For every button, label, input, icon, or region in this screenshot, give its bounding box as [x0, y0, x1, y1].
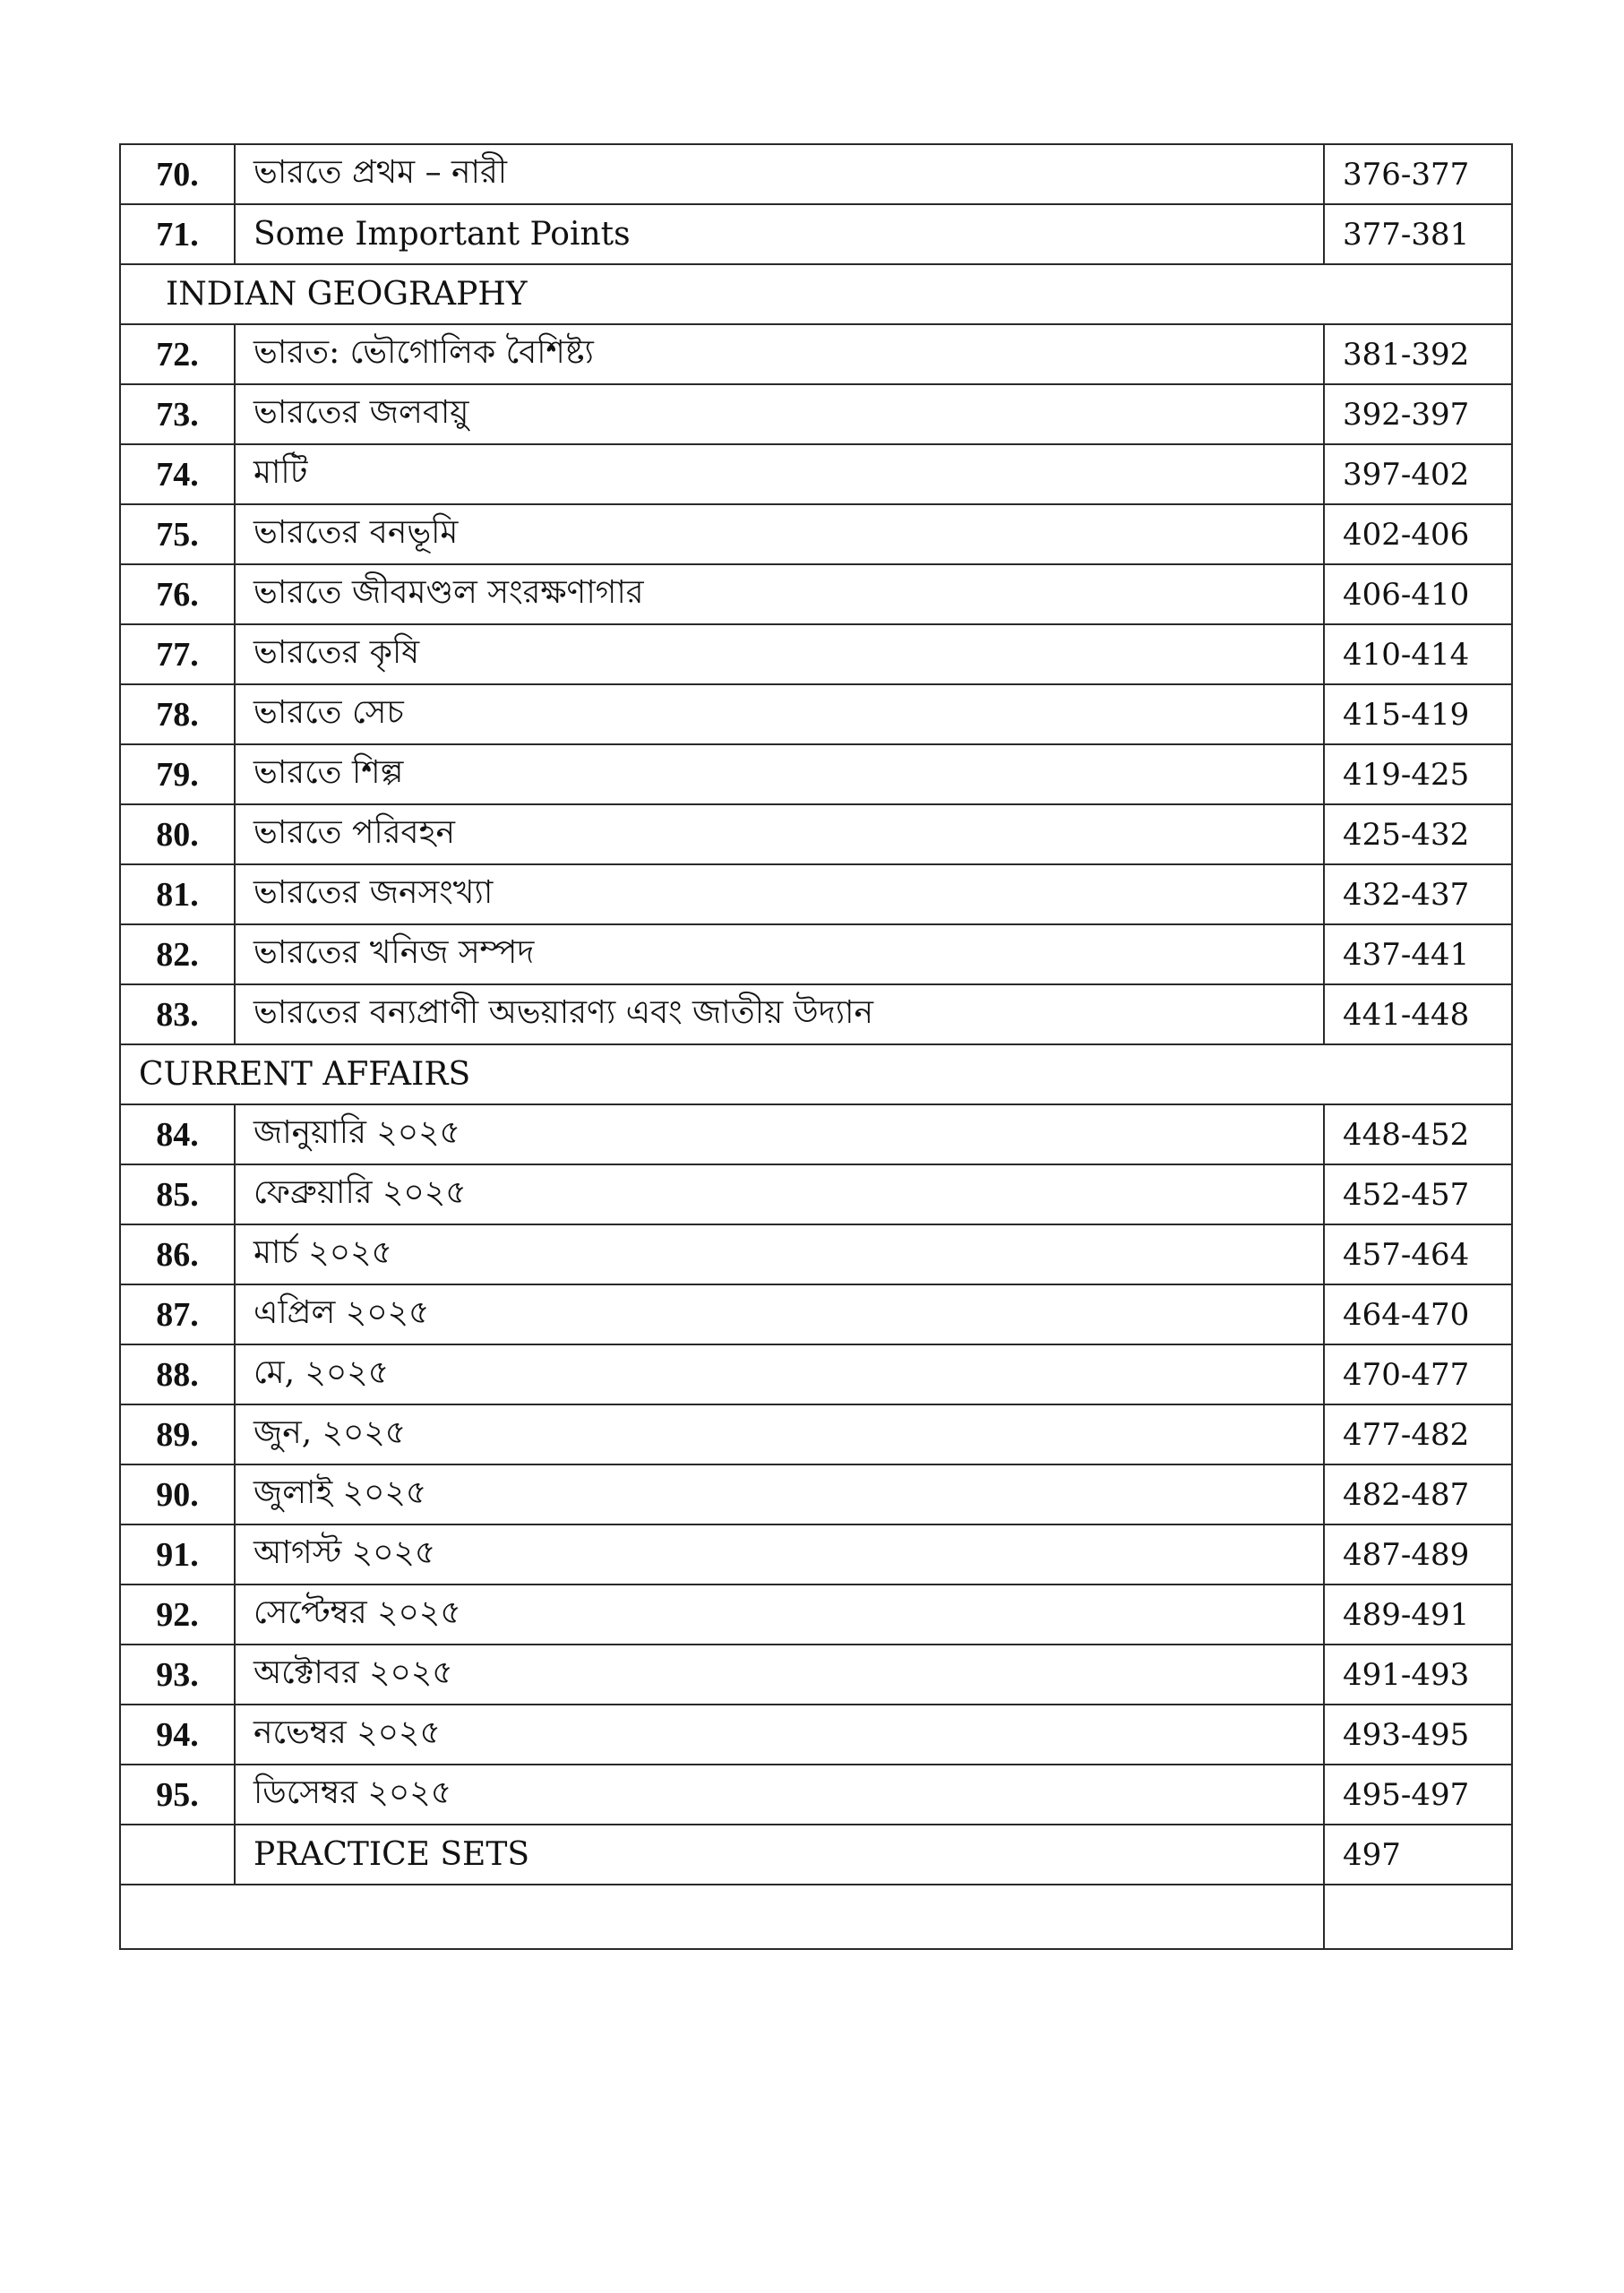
chapter-number: 88. [120, 1344, 235, 1404]
section-heading-indian-geography: INDIAN GEOGRAPHY [120, 264, 1512, 324]
page-range: 419-425 [1324, 744, 1512, 804]
chapter-number: 74. [120, 444, 235, 504]
chapter-number: 72. [120, 324, 235, 384]
toc-row [120, 564, 1512, 624]
chapter-title: মাটি [235, 444, 1324, 504]
chapter-number: 87. [120, 1284, 235, 1344]
page-range: 437-441 [1324, 924, 1512, 984]
chapter-number [120, 1825, 235, 1885]
page-range: 493-495 [1324, 1705, 1512, 1765]
chapter-title: জুলাই ২০২৫ [235, 1464, 1324, 1524]
chapter-number: 75. [120, 504, 235, 564]
chapter-number: 91. [120, 1524, 235, 1584]
page-range: 495-497 [1324, 1765, 1512, 1825]
chapter-title: ভারতে শিল্প [235, 744, 1324, 804]
toc-row [120, 1584, 1512, 1645]
page-range: 410-414 [1324, 624, 1512, 684]
toc-row [120, 684, 1512, 744]
toc-row [120, 1645, 1512, 1705]
toc-row [120, 1344, 1512, 1404]
practice-sets-heading [120, 1885, 1324, 1949]
page-range: 406-410 [1324, 564, 1512, 624]
chapter-number: 77. [120, 624, 235, 684]
page-range: 477-482 [1324, 1404, 1512, 1464]
toc-row [120, 1825, 1512, 1885]
page-range: 487-489 [1324, 1524, 1512, 1584]
chapter-title: ভারতে সেচ [235, 684, 1324, 744]
page-range: 464-470 [1324, 1284, 1512, 1344]
toc-row [120, 924, 1512, 984]
chapter-title: ভারতে পরিবহন [235, 804, 1324, 864]
toc-row [120, 1524, 1512, 1584]
chapter-title: Some Important Points [235, 204, 1324, 264]
chapter-number: 78. [120, 684, 235, 744]
chapter-number: 89. [120, 1404, 235, 1464]
chapter-number: 71. [120, 204, 235, 264]
chapter-title: ডিসেম্বর ২০২৫ [235, 1765, 1324, 1825]
toc-section-row [120, 1044, 1512, 1104]
page-range: 491-493 [1324, 1645, 1512, 1705]
chapter-title: ভারতে প্রথম – নারী [235, 144, 1324, 204]
chapter-number: 83. [120, 984, 235, 1044]
chapter-title: সেপ্টেম্বর ২০২৫ [235, 1584, 1324, 1645]
page-range: 482-487 [1324, 1464, 1512, 1524]
toc-row [120, 1284, 1512, 1344]
page-range: 381-392 [1324, 324, 1512, 384]
chapter-number: 94. [120, 1705, 235, 1765]
toc-row [120, 1765, 1512, 1825]
chapter-title: ভারতের খনিজ সম্পদ [235, 924, 1324, 984]
page-range: 402-406 [1324, 504, 1512, 564]
chapter-title: ভারতের বনভূমি [235, 504, 1324, 564]
page-range: 441-448 [1324, 984, 1512, 1044]
chapter-title: PRACTICE SETS [235, 1825, 1324, 1885]
chapter-title: ভারতের জলবায়ু [235, 384, 1324, 444]
chapter-title: জানুয়ারি ২০২৫ [235, 1104, 1324, 1164]
toc-row [120, 744, 1512, 804]
chapter-title: আগস্ট ২০২৫ [235, 1524, 1324, 1584]
page-range: 457-464 [1324, 1224, 1512, 1284]
chapter-number: 76. [120, 564, 235, 624]
toc-row [120, 204, 1512, 264]
section-heading-current-affairs: CURRENT AFFAIRS [120, 1044, 1512, 1104]
page-range: 376-377 [1324, 144, 1512, 204]
chapter-number: 79. [120, 744, 235, 804]
page-range: 470-477 [1324, 1344, 1512, 1404]
chapter-number: 85. [120, 1164, 235, 1224]
chapter-title: নভেম্বর ২০২৫ [235, 1705, 1324, 1765]
page-range: 377-381 [1324, 204, 1512, 264]
page-range: 415-419 [1324, 684, 1512, 744]
toc-row [120, 1464, 1512, 1524]
page-range: 397-402 [1324, 444, 1512, 504]
toc-row [120, 984, 1512, 1044]
chapter-number: 86. [120, 1224, 235, 1284]
page-range: 392-397 [1324, 384, 1512, 444]
toc-row [120, 1164, 1512, 1224]
toc-row [120, 384, 1512, 444]
chapter-number: 95. [120, 1765, 235, 1825]
chapter-number: 93. [120, 1645, 235, 1705]
chapter-number: 80. [120, 804, 235, 864]
table-of-contents [119, 143, 1513, 1950]
toc-practice-row [120, 1885, 1512, 1949]
chapter-title: ভারতে জীবমণ্ডল সংরক্ষণাগার [235, 564, 1324, 624]
page-range: 489-491 [1324, 1584, 1512, 1645]
chapter-title: মে, ২০২৫ [235, 1344, 1324, 1404]
chapter-number: 73. [120, 384, 235, 444]
toc-row [120, 1104, 1512, 1164]
chapter-number: 70. [120, 144, 235, 204]
page-range: 425-432 [1324, 804, 1512, 864]
chapter-title: ভারতের জনসংখ্যা [235, 864, 1324, 924]
toc-row [120, 1404, 1512, 1464]
page-range: 497 [1324, 1825, 1512, 1885]
chapter-number: 81. [120, 864, 235, 924]
chapter-number: 90. [120, 1464, 235, 1524]
toc-section-row [120, 264, 1512, 324]
chapter-number: 84. [120, 1104, 235, 1164]
page-range [1324, 1885, 1512, 1949]
chapter-title: ভারতের বন্যপ্রাণী অভয়ারণ্য এবং জাতীয় উদ্যান [235, 984, 1324, 1044]
toc-row [120, 804, 1512, 864]
toc-row [120, 864, 1512, 924]
chapter-title: অক্টোবর ২০২৫ [235, 1645, 1324, 1705]
toc-row [120, 444, 1512, 504]
chapter-title: ভারতের কৃষি [235, 624, 1324, 684]
page-range: 448-452 [1324, 1104, 1512, 1164]
toc-row [120, 324, 1512, 384]
toc-row [120, 144, 1512, 204]
chapter-title: জুন, ২০২৫ [235, 1404, 1324, 1464]
page-range: 452-457 [1324, 1164, 1512, 1224]
toc-row [120, 624, 1512, 684]
chapter-number: 82. [120, 924, 235, 984]
chapter-title: ভারত: ভৌগোলিক বৈশিষ্ট্য [235, 324, 1324, 384]
chapter-number: 92. [120, 1584, 235, 1645]
page-range: 432-437 [1324, 864, 1512, 924]
toc-row [120, 1224, 1512, 1284]
toc-row [120, 1705, 1512, 1765]
toc-row [120, 504, 1512, 564]
chapter-title: ফেব্রুয়ারি ২০২৫ [235, 1164, 1324, 1224]
chapter-title: এপ্রিল ২০২৫ [235, 1284, 1324, 1344]
chapter-title: মার্চ ২০২৫ [235, 1224, 1324, 1284]
